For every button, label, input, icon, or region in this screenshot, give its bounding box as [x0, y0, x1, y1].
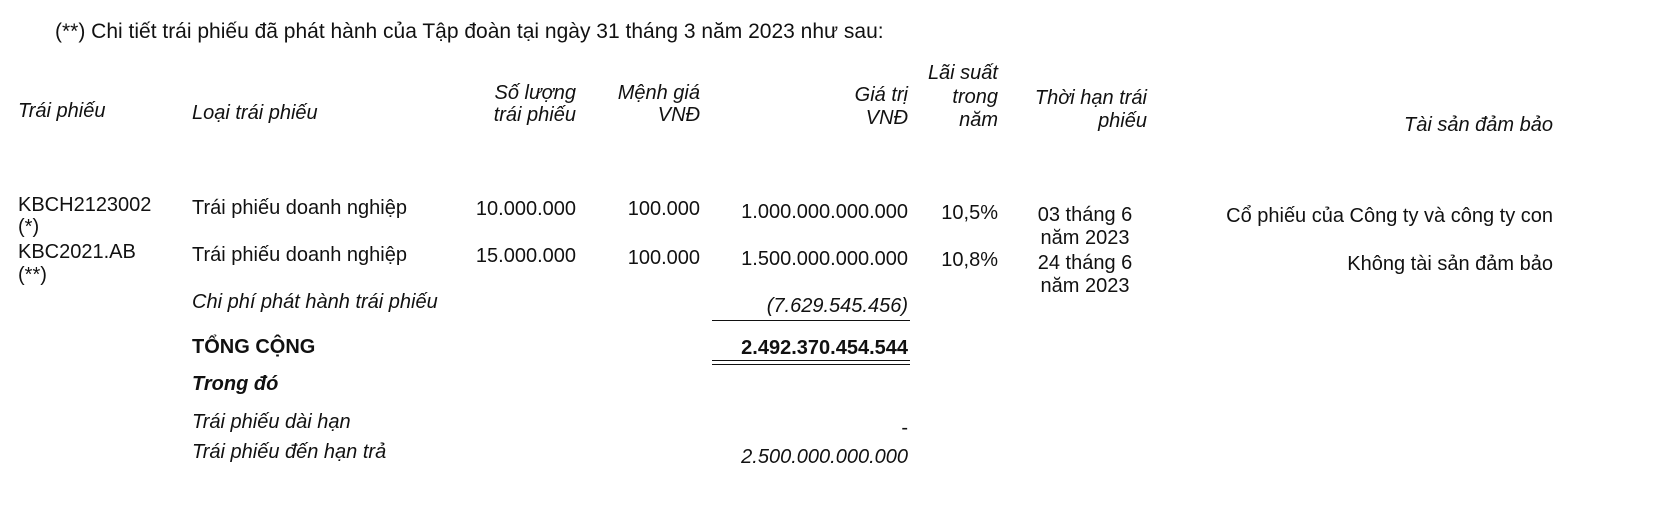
bond-par-value: 100.000 [627, 198, 700, 220]
header-rate-line2: trong [952, 86, 998, 108]
intro-text: (**) Chi tiết trái phiếu đã phát hành của Tập đoàn tại ngày 31 tháng 3 năm 2023 như sau: [55, 20, 884, 43]
current-bonds-value: 2.500.000.000.000 [741, 446, 908, 468]
header-rate-line1: Lãi suất [927, 62, 998, 84]
total-double-rule-top [712, 360, 910, 361]
bond-code-note: (**) [18, 264, 47, 286]
header-quantity-line1: Số lượng [494, 82, 576, 104]
bond-term-line2: năm 2023 [1040, 227, 1130, 249]
long-term-bonds-label: Trái phiếu dài hạn [192, 411, 351, 433]
bond-term-line1: 03 tháng 6 [1037, 204, 1133, 226]
header-collateral: Tài sản đảm bảo [1404, 114, 1553, 136]
subtotal-rule [712, 320, 910, 321]
current-bonds-label: Trái phiếu đến hạn trả [192, 441, 387, 463]
header-value-line1: Giá trị [854, 84, 908, 106]
bond-code-note: (*) [18, 216, 40, 238]
bond-term-line2: năm 2023 [1040, 275, 1130, 297]
long-term-bonds-value: - [901, 417, 908, 439]
header-bond-type: Loại trái phiếu [192, 102, 318, 124]
issuance-cost-value: (7.629.545.456) [766, 295, 908, 317]
header-bond: Trái phiếu [18, 100, 106, 122]
bond-par-value: 100.000 [627, 247, 700, 269]
header-rate-line3: năm [959, 109, 998, 131]
header-par-line1: Mệnh giá [617, 82, 700, 104]
bond-quantity: 10.000.000 [475, 198, 576, 220]
bond-rate: 10,8% [941, 249, 998, 271]
bond-code: KBCH2123002 [18, 194, 152, 216]
header-quantity-line2: trái phiếu [493, 104, 576, 126]
bond-rate: 10,5% [941, 202, 998, 224]
header-term-line1: Thời hạn trái [1034, 87, 1147, 109]
header-value-line2: VNĐ [865, 107, 908, 129]
bond-value: 1.000.000.000.000 [741, 201, 908, 223]
header-par-line2: VNĐ [657, 104, 700, 126]
bond-collateral: Không tài sản đảm bảo [1347, 253, 1553, 275]
total-label: TỔNG CỘNG [192, 336, 316, 358]
bond-value: 1.500.000.000.000 [741, 248, 908, 270]
bond-type: Trái phiếu doanh nghiệp [192, 197, 407, 219]
total-double-rule-bottom [712, 364, 910, 365]
breakdown-heading: Trong đó [192, 373, 279, 395]
total-value: 2.492.370.454.544 [741, 337, 908, 359]
issuance-cost-label: Chi phí phát hành trái phiếu [192, 291, 438, 313]
bond-collateral: Cổ phiếu của Công ty và công ty con [1226, 205, 1553, 227]
bond-type: Trái phiếu doanh nghiệp [192, 244, 407, 266]
bond-code: KBC2021.AB [18, 241, 136, 263]
header-term-line2: phiếu [1098, 110, 1147, 132]
bond-quantity: 15.000.000 [475, 245, 576, 267]
bond-term-line1: 24 tháng 6 [1037, 252, 1133, 274]
